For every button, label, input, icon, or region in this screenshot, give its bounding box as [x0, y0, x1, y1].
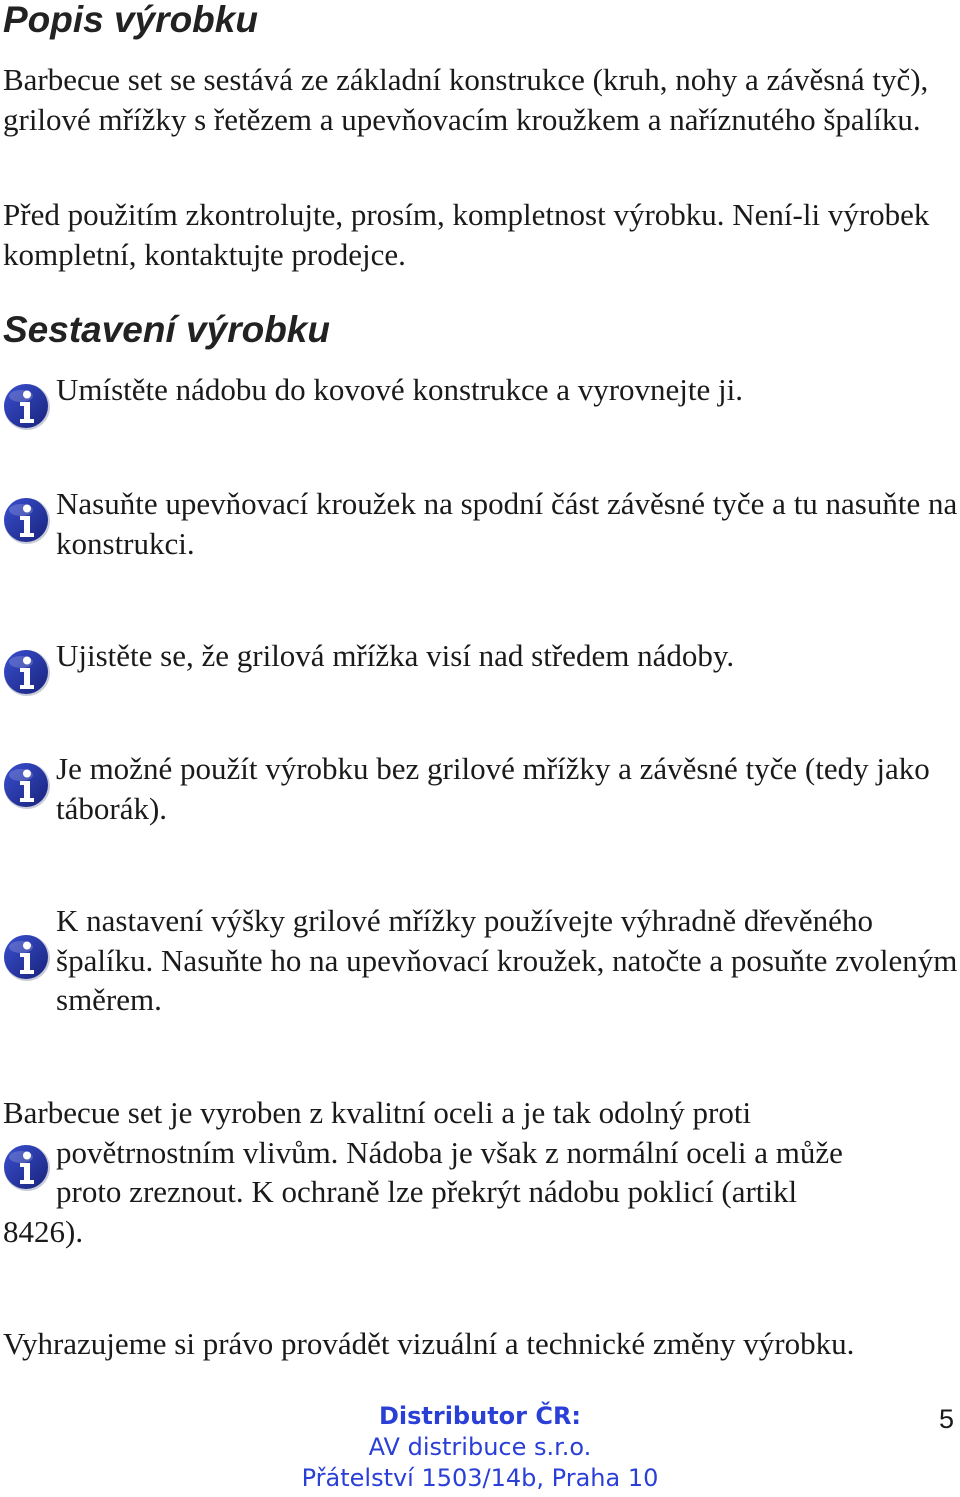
- steel-note-text: [0, 1093, 960, 1251]
- section-title-description: Popis výrobku: [3, 0, 258, 40]
- info-icon: [3, 382, 53, 432]
- info-icon: [3, 761, 53, 811]
- assembly-note: [0, 749, 960, 828]
- assembly-note: [0, 901, 960, 1020]
- info-icon: [3, 496, 53, 546]
- steel-note: [0, 1093, 960, 1251]
- assembly-note-text: Nasuňte upevňovací kroužek na spodní část závěsné tyče a tu nasuňte na konstrukci.: [56, 486, 958, 561]
- disclaimer: Vyhrazujeme si právo provádět vizuální a technické změny výrobku.: [3, 1326, 855, 1361]
- completeness-paragraph: Před použitím zkontrolujte, prosím, kompletnost výrobku. Není-li výrobek kompletní, kontaktujte prodejce.: [3, 197, 930, 272]
- assembly-note: [0, 484, 960, 563]
- distributor-company: AV distribuce s.r.o.: [368, 1433, 592, 1461]
- steel-note-line: povětrnostním vlivům. Nádoba je však z normální oceli a může: [56, 1134, 843, 1170]
- distributor-footer: [0, 1401, 960, 1493]
- assembly-note: [0, 370, 960, 410]
- steel-note-line: 8426).: [3, 1213, 84, 1249]
- assembly-note: [0, 636, 960, 676]
- info-icon: [3, 648, 53, 698]
- distributor-address: Přátelství 1503/14b, Praha 10: [301, 1464, 659, 1492]
- assembly-note-text: K nastavení výšky grilové mřížky používejte výhradně dřevěného špalíku. Nasuňte ho na upevňovací kroužek, natočte a posuňte zvoleným směrem.: [56, 903, 958, 1017]
- assembly-note-text: Ujistěte se, že grilová mřížka visí nad středem nádoby.: [56, 638, 735, 673]
- info-icon: [3, 1143, 53, 1193]
- section-title-assembly: Sestavení výrobku: [3, 309, 330, 350]
- steel-note-line: proto zreznout. K ochraně lze překrýt nádobu poklicí (artikl: [56, 1174, 798, 1209]
- assembly-note-text: Je možné použít výrobku bez grilové mřížky a závěsné tyče (tedy jako táborák).: [56, 751, 930, 826]
- page-number: 5: [938, 1404, 954, 1434]
- assembly-note-text: Umístěte nádobu do kovové konstrukce a vyrovnejte ji.: [56, 372, 744, 407]
- distributor-label: Distributor ČR:: [378, 1402, 582, 1430]
- info-icon: [3, 933, 53, 983]
- description-paragraph: Barbecue set se sestává ze základní konstrukce (kruh, nohy a závěsná tyč), grilové mřížky s řetězem a upevňovacím kroužkem a naříznutého špalíku.: [3, 62, 929, 137]
- steel-note-line: Barbecue set je vyroben z kvalitní oceli a je tak odolný proti: [3, 1095, 752, 1130]
